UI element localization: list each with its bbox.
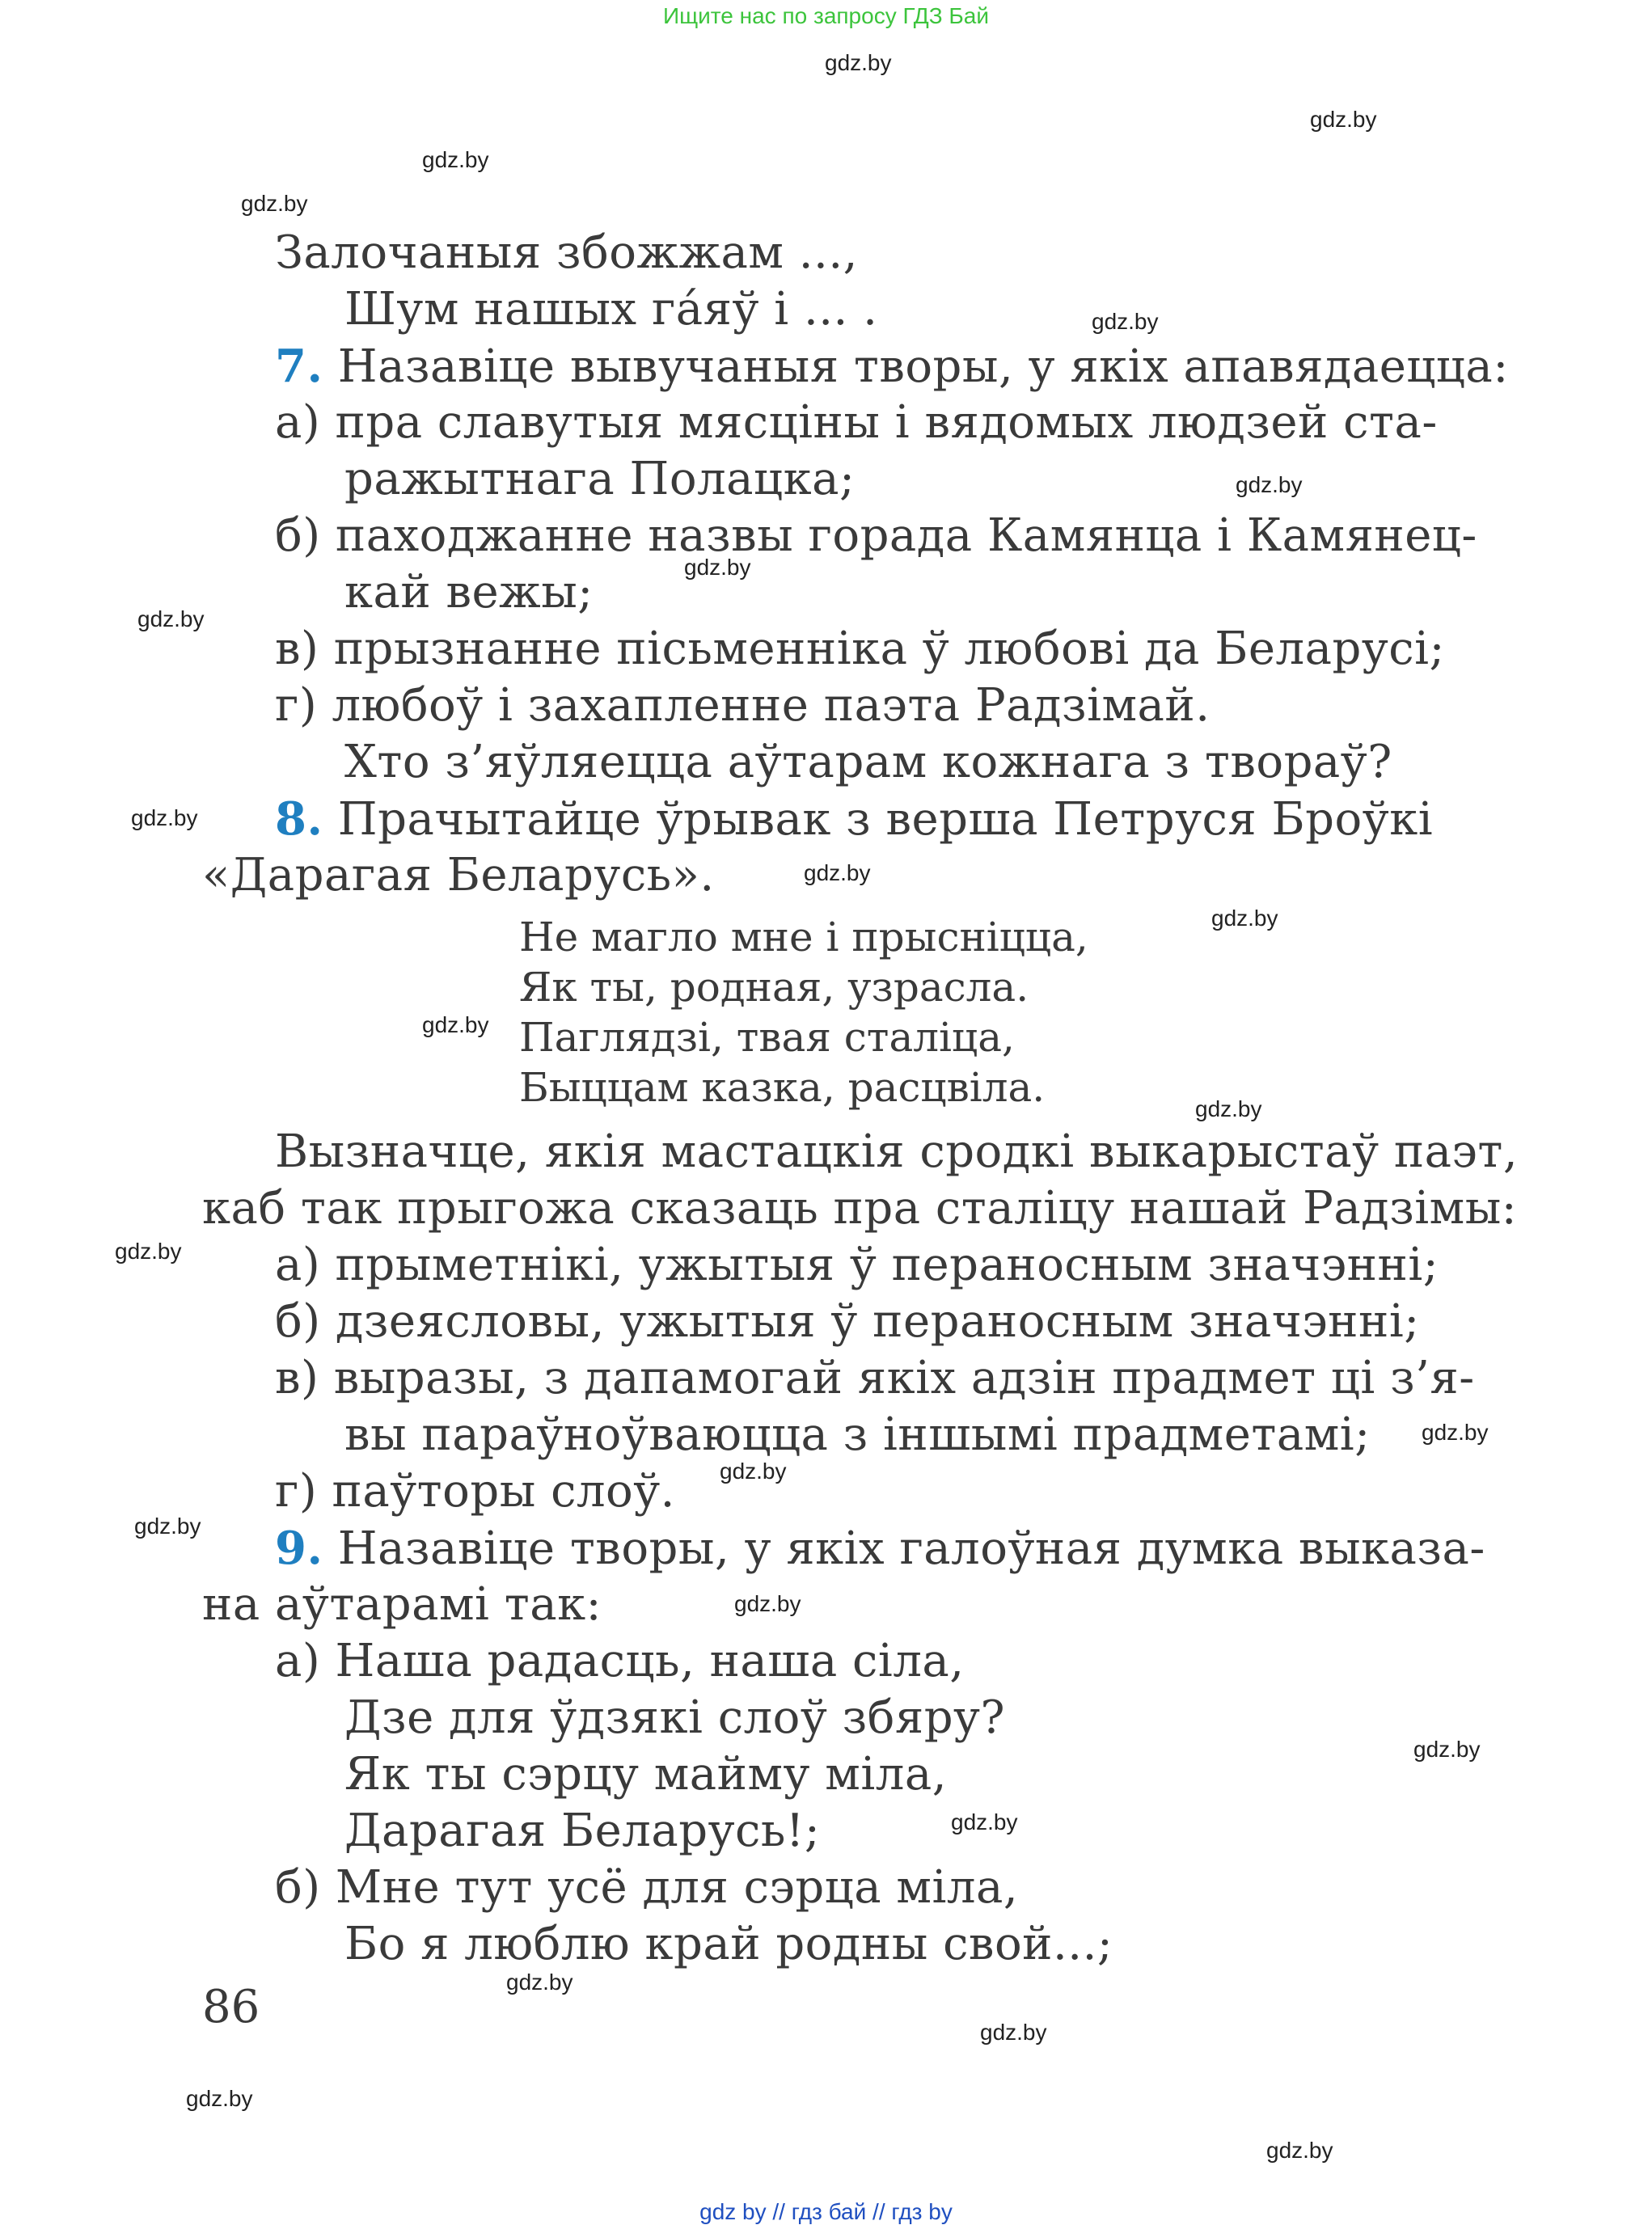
- watermark: gdz.by: [980, 2020, 1047, 2045]
- watermark: gdz.by: [115, 1239, 182, 1264]
- text-line: кай вежы;: [344, 566, 594, 619]
- watermark: gdz.by: [1211, 906, 1278, 931]
- list-item-g: г) любоў і захапленне паэта Радзімай.: [275, 679, 1210, 732]
- watermark: gdz.by: [1092, 309, 1159, 334]
- question-7: 7. Назавіце вывучаныя творы, у якіх апавядаецца:: [275, 340, 1509, 393]
- watermark: gdz.by: [422, 1012, 489, 1037]
- text-line: Дарагая Беларусь!;: [344, 1805, 821, 1857]
- list-item-b: б) Мне тут усё для сэрца міла,: [275, 1861, 1019, 1914]
- text-line: Залочаныя збожжам ...,: [275, 226, 858, 279]
- text-line: Дзе для ўдзякі слоў збяру?: [344, 1691, 1006, 1744]
- text-line: Шум нашых га́яў і ... .: [344, 283, 878, 336]
- watermark: gdz.by: [1413, 1737, 1481, 1762]
- watermark: gdz.by: [1310, 107, 1377, 132]
- text-line: Хто з’яўляецца аўтарам кожнага з твораў?: [344, 736, 1392, 788]
- watermark: gdz.by: [1195, 1096, 1262, 1121]
- watermark: gdz.by: [186, 2086, 253, 2111]
- list-item-g: г) паўторы слоў.: [275, 1465, 675, 1518]
- watermark: gdz.by: [137, 606, 205, 631]
- text-line: Як ты сэрцу майму міла,: [344, 1748, 948, 1801]
- question-number: 8.: [275, 792, 323, 846]
- watermark: gdz.by: [1266, 2138, 1333, 2163]
- watermark: gdz.by: [241, 191, 308, 216]
- list-item-v: в) выразы, з дапамогай якіх адзін прадмет ці з’я-: [275, 1352, 1475, 1404]
- watermark: gdz.by: [825, 50, 892, 75]
- list-item-b: б) паходжанне назвы горада Камянца і Камянец-: [275, 509, 1477, 562]
- watermark: gdz.by: [684, 555, 751, 580]
- text-line: каб так прыгожа сказаць пра сталіцу нашай Радзімы:: [202, 1182, 1518, 1235]
- poem-line: Быццам казка, расцвіла.: [519, 1064, 1046, 1111]
- watermark: gdz.by: [951, 1809, 1018, 1834]
- list-item-v: в) прызнанне пісьменніка ў любові да Беларусі;: [275, 623, 1445, 675]
- watermark: gdz.by: [506, 1970, 573, 1995]
- watermark: gdz.by: [134, 1514, 201, 1539]
- list-item-a: а) Наша радасць, наша сіла,: [275, 1635, 965, 1687]
- page-number: 86: [202, 1981, 260, 2033]
- list-item-a: а) пра славутыя мясціны і вядомых людзей ста-: [275, 396, 1438, 449]
- watermark: gdz.by: [734, 1591, 801, 1616]
- question-number: 7.: [275, 340, 323, 393]
- top-banner[interactable]: Ищите нас по запросу ГДЗ Бай: [662, 3, 990, 28]
- watermark: gdz.by: [1422, 1420, 1489, 1445]
- text-line: ражытнага Полацка;: [344, 453, 856, 505]
- watermark: gdz.by: [804, 860, 871, 885]
- question-8: 8. Прачытайце ўрывак з верша Петруся Броўкі: [275, 792, 1434, 846]
- poem-line: Як ты, родная, узрасла.: [519, 964, 1029, 1011]
- text-line: Вызначце, якія мастацкія сродкі выкарыстаў паэт,: [275, 1125, 1519, 1178]
- text-line: Бо я люблю край родны свой...;: [344, 1918, 1113, 1970]
- list-item-b: б) дзеясловы, ужытыя ў пераносным значэнні;: [275, 1295, 1420, 1348]
- question-9: 9. Назавіце творы, у якіх галоўная думка выказа-: [275, 1522, 1485, 1575]
- text-line: на аўтарамі так:: [202, 1578, 602, 1631]
- list-item-a: а) прыметнікі, ужытыя ў пераносным значэнні;: [275, 1239, 1439, 1291]
- watermark: gdz.by: [1236, 472, 1303, 497]
- poem-line: Паглядзі, твая сталіца,: [519, 1014, 1015, 1061]
- watermark: gdz.by: [131, 805, 198, 830]
- text-line: «Дарагая Беларусь».: [202, 849, 715, 901]
- poem-line: Не магло мне і прысніцца,: [519, 914, 1088, 961]
- watermark: gdz.by: [720, 1459, 787, 1484]
- text-line: вы параўноўваюцца з іншымі прадметамі;: [344, 1408, 1371, 1461]
- footer-links[interactable]: gdz by // гдз бай // гдз by: [699, 2199, 953, 2224]
- question-number: 9.: [275, 1522, 323, 1575]
- watermark: gdz.by: [422, 147, 489, 172]
